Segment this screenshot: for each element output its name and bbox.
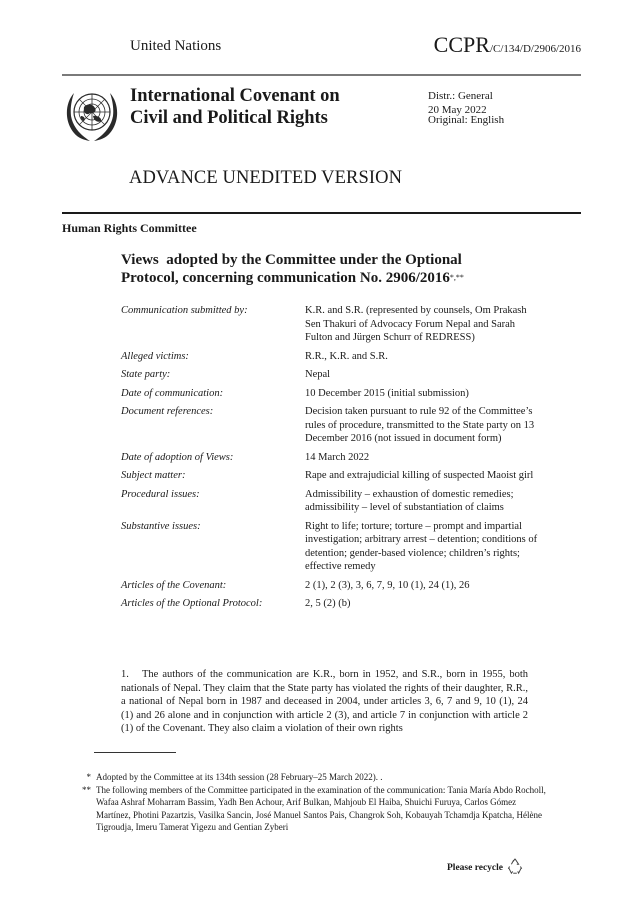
metadata-label: Substantive issues: xyxy=(121,520,201,532)
version-banner: ADVANCE UNEDITED VERSION xyxy=(129,168,403,188)
paragraph-1 xyxy=(121,668,528,736)
metadata-label: Alleged victims: xyxy=(121,350,189,362)
footnote xyxy=(76,771,546,784)
section-rule xyxy=(62,212,581,214)
metadata-value: Decision taken pursuant to rule 92 of the Committee’s rules of procedure, transmitted to the State party on 13 December 2016 (not issued in document form) xyxy=(305,406,535,444)
header-rule xyxy=(62,74,581,76)
metadata-row xyxy=(121,597,541,611)
footnote xyxy=(76,784,546,834)
paragraph-number: 1. xyxy=(121,669,129,680)
footnote-mark: * xyxy=(86,772,91,782)
metadata-label: Document references: xyxy=(121,406,214,417)
metadata-value: 14 March 2022 xyxy=(305,451,370,463)
metadata-value: K.R. and S.R. (represented by counsels, Om Prakash Sen Thakuri of Advocacy Forum Nepal and Sarah Fulton and Jürgen Schurr of REDRESS) xyxy=(305,305,527,343)
paragraph-text: The authors of the communication are K.R., born in 1952, and S.R., born in 1955, both nationals of Nepal. They claim that the State party has violated the rights of their daughter, R.R., a national of Nepal born in 1987 and deceased in 2004, under articles 3, 6, 7 and 9, 10 (1), 24 (1) and 26 alone and in conjunction with article 2 (3), and article 7 in conjunction with article 2 (1) of the Covenant. They also claim a violation of their own rights xyxy=(121,669,528,734)
metadata-label: Date of adoption of Views: xyxy=(121,451,234,463)
recycle-icon xyxy=(506,857,524,878)
metadata-value: 2, 5 (2) (b) xyxy=(305,598,351,609)
views-title xyxy=(121,252,464,287)
metadata-value: R.R., K.R. and S.R. xyxy=(305,350,388,362)
symbol-main: CCPR xyxy=(433,32,490,57)
document-date: 20 May 2022 xyxy=(428,104,487,116)
metadata-row xyxy=(121,350,541,364)
distribution: Distr.: General xyxy=(428,90,493,102)
metadata-label: Subject matter: xyxy=(121,470,186,481)
distribution-block xyxy=(428,89,493,117)
metadata-label: Date of communication: xyxy=(121,387,224,399)
metadata-row xyxy=(121,387,541,401)
metadata-row xyxy=(121,368,541,382)
metadata-value: Admissibility – exhaustion of domestic remedies; admissibility – level of substantiation of claims xyxy=(305,488,514,513)
metadata-label: Articles of the Optional Protocol: xyxy=(121,598,263,609)
covenant-title xyxy=(130,85,340,129)
metadata-value: 2 (1), 2 (3), 3, 6, 7, 9, 10 (1), 24 (1), 26 xyxy=(305,579,470,591)
metadata-row xyxy=(121,469,541,483)
metadata-table xyxy=(121,304,541,616)
metadata-row xyxy=(121,405,541,446)
views-title-line2: Protocol, concerning communication No. 2906/2016 xyxy=(121,270,450,286)
metadata-row xyxy=(121,488,541,515)
metadata-row xyxy=(121,520,541,574)
un-emblem-icon xyxy=(62,83,122,145)
metadata-value: Right to life; torture; torture – prompt and impartial investigation; arbitrary arrest – detention; conditions of detention; gender-based violence; children’s rights; effective remedy xyxy=(305,520,538,572)
footnote-marks: *,** xyxy=(449,273,464,282)
recycle-notice xyxy=(447,857,524,878)
metadata-value: 10 December 2015 (initial submission) xyxy=(305,387,469,399)
metadata-value: Nepal xyxy=(305,369,331,380)
metadata-label: State party: xyxy=(121,369,171,380)
footnote-text: The following members of the Committee participated in the examination of the communication: Tania María Abdo Rocholl, Wafaa Ashraf Moharram Bassim, Yadh Ben Achour, Arif Bulkan, Mahjoub El Haiba, Shuichi Furuya, Carlos Gómez Martínez, Photini Pazartzis, Vasilka Sancin, José Manuel Santos Pais, Changrok Soh, Kobauyah Tchamdja Kpatcha, Hélène Tigroudja, Imeru Tamerat Yigezu and Gentian Zyberi xyxy=(96,784,546,832)
original-language: Original: English xyxy=(428,114,505,126)
symbol-suffix: /C/134/D/2906/2016 xyxy=(489,43,581,55)
views-title-line1: Views adopted by the Committee under the Optional xyxy=(121,252,462,268)
covenant-title-line2: Civil and Political Rights xyxy=(130,108,328,128)
footnote-text: Adopted by the Committee at its 134th session (28 February–25 March 2022). . xyxy=(96,772,383,782)
metadata-row xyxy=(121,304,541,345)
footnote-rule xyxy=(94,752,176,753)
footnotes xyxy=(76,771,546,834)
metadata-value: Rape and extrajudicial killing of suspected Maoist girl xyxy=(305,470,534,481)
metadata-row xyxy=(121,579,541,593)
document-symbol xyxy=(434,32,581,58)
recycle-label: Please recycle xyxy=(447,862,503,873)
metadata-row xyxy=(121,451,541,465)
metadata-label: Articles of the Covenant: xyxy=(121,579,227,591)
organization-name: United Nations xyxy=(130,38,222,54)
committee-name: Human Rights Committee xyxy=(62,221,197,235)
footnote-mark: ** xyxy=(82,784,91,795)
metadata-label: Communication submitted by: xyxy=(121,305,248,316)
metadata-label: Procedural issues: xyxy=(121,488,200,500)
covenant-title-line1: International Covenant on xyxy=(130,86,340,106)
